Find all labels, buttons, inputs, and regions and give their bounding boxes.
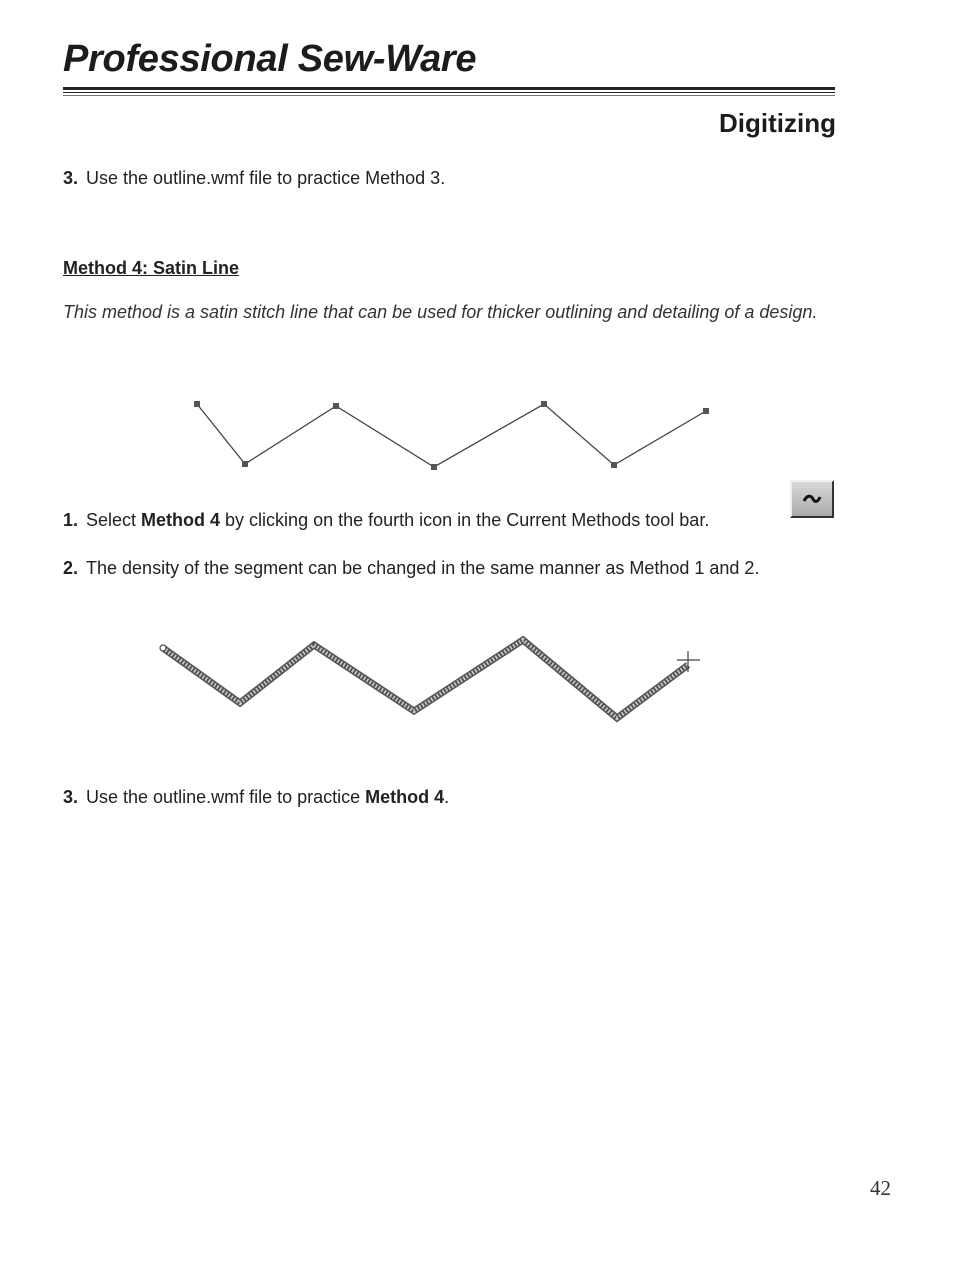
step-text-pre: Select <box>86 510 142 530</box>
step-text-pre: Use the outline.wmf file to practice <box>86 787 366 807</box>
step-3 <box>63 787 449 808</box>
step-text-bold: Method 4 <box>141 510 221 530</box>
header-rule-thin <box>63 92 835 93</box>
outline-nodes <box>194 401 709 470</box>
step-1 <box>63 510 709 531</box>
method-heading: Method 4: Satin Line <box>63 258 240 278</box>
header-rule-thin-2 <box>63 95 835 96</box>
start-node <box>160 645 166 651</box>
page-title: Professional Sew-Ware <box>63 38 477 80</box>
satin-line-method-icon[interactable] <box>790 480 834 518</box>
step-number: 3. <box>63 168 79 188</box>
satin-stitch-diagram <box>0 630 954 730</box>
step-text: Use the outline.wmf file to practice Method 3. <box>86 168 446 188</box>
step-2 <box>63 558 759 579</box>
step-number: 3. <box>63 787 79 807</box>
header-rule <box>63 87 835 90</box>
step-text: The density of the segment can be changed in the same manner as Method 1 and 2. <box>86 558 760 578</box>
satin-line-glyph-icon <box>802 492 822 506</box>
step-text-post: . <box>444 787 450 807</box>
page-number: 42 <box>870 1176 891 1200</box>
section-title: Digitizing <box>719 108 836 138</box>
method-intro: This method is a satin stitch line that can be used for thicker outlining and detailing of a design. <box>63 302 818 322</box>
step-number: 1. <box>63 510 79 530</box>
step-text-bold: Method 4 <box>365 787 445 807</box>
step-text-post: by clicking on the fourth icon in the Current Methods tool bar. <box>220 510 710 530</box>
step-number: 2. <box>63 558 79 578</box>
satin-stitch-band <box>163 640 688 718</box>
step-prev <box>63 168 445 189</box>
outline-diagram <box>0 395 954 475</box>
outline-polyline <box>197 404 706 467</box>
